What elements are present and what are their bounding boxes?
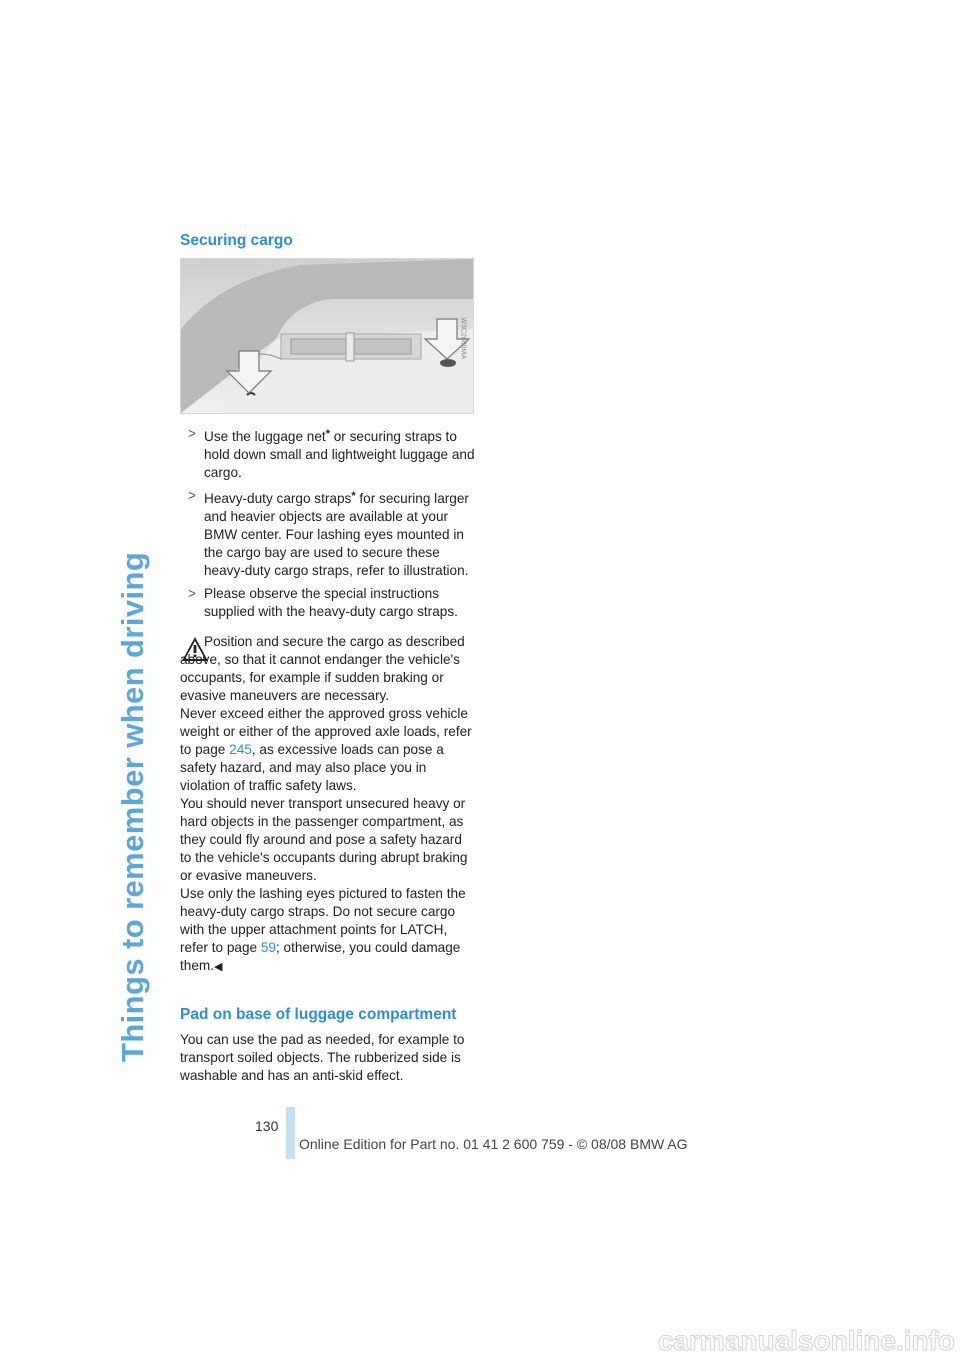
list-item-text: for securing larger and heavier objects are available at your BMW center. Four lashing eyes mounted in the cargo bay are used to secure these heavy-duty cargo straps, refer to illustration. [204,491,469,578]
page-link-245[interactable]: 245 [229,742,252,757]
warning-text-part: Use only the lashing eyes pictured to fasten the heavy-duty cargo straps. Do not secure cargo with the upper attachment points for LATCH, refer to page [180,886,466,955]
warning-text [180,633,475,976]
section-heading-securing-cargo: Securing cargo [180,232,293,249]
chapter-side-title: Things to remember when driving [115,551,150,1062]
pad-paragraph: You can use the pad as needed, for example to transport soiled objects. The rubberized side is washable and has an anti-skid effect. [180,1032,465,1083]
list-item [180,585,480,621]
footer-accent-bar [286,1107,295,1159]
bullet-marker: > [188,488,196,503]
warning-text-part: ; otherwise, you could damage them. [180,940,461,973]
warning-text-part: , as excessive loads can pose a safety hazard, and may also place you in violation of traffic safety laws. [180,742,444,793]
warning-paragraph: You should never transport unsecured heavy or hard objects in the passenger compartment, as they could fly around and pose a safety hazard to the vehicle's occupants during abrupt braking or evasive maneuvers. [180,796,468,883]
end-mark-icon: ◀ [214,961,223,973]
page-number: 130 [255,1118,279,1134]
svg-text:carmanualsonline.info: carmanualsonline.info [657,1325,955,1356]
list-item-text: Use the luggage net [204,429,326,444]
warning-paragraph: Position and secure the cargo as described above, so that it cannot endanger the vehicle's occupants, for example if sudden braking or evasive maneuvers are necessary. [180,634,465,703]
footer-edition-text: Online Edition for Part no. 01 41 2 600 759 - © 08/08 BMW AG [299,1136,688,1152]
list-item-text: Please observe the special instructions supplied with the heavy-duty cargo straps. [204,586,458,619]
warning-text-part: Never exceed either the approved gross vehicle weight or either of the approved axle loads, refer to page [180,706,472,757]
bullet-list [180,425,480,626]
cargo-bay-drawing [181,259,473,413]
bullet-marker: > [188,586,196,601]
asterisk-icon: * [325,428,330,440]
asterisk-icon: * [351,490,356,502]
list-item-text: Heavy-duty cargo straps [204,491,352,506]
warning-paragraph [180,705,475,795]
bullet-marker: > [188,426,196,441]
watermark-logo [0,1318,960,1358]
cargo-bay-illustration [180,258,474,414]
figure-code: W3C2600MA [460,317,467,359]
page-link-59[interactable]: 59 [260,940,276,955]
list-item [180,425,480,482]
list-item [180,487,480,580]
section-heading-pad: Pad on base of luggage compartment [180,1006,457,1023]
warning-paragraph [180,885,475,976]
list-item-text: or securing straps to hold down small and lightweight luggage and cargo. [204,429,475,480]
